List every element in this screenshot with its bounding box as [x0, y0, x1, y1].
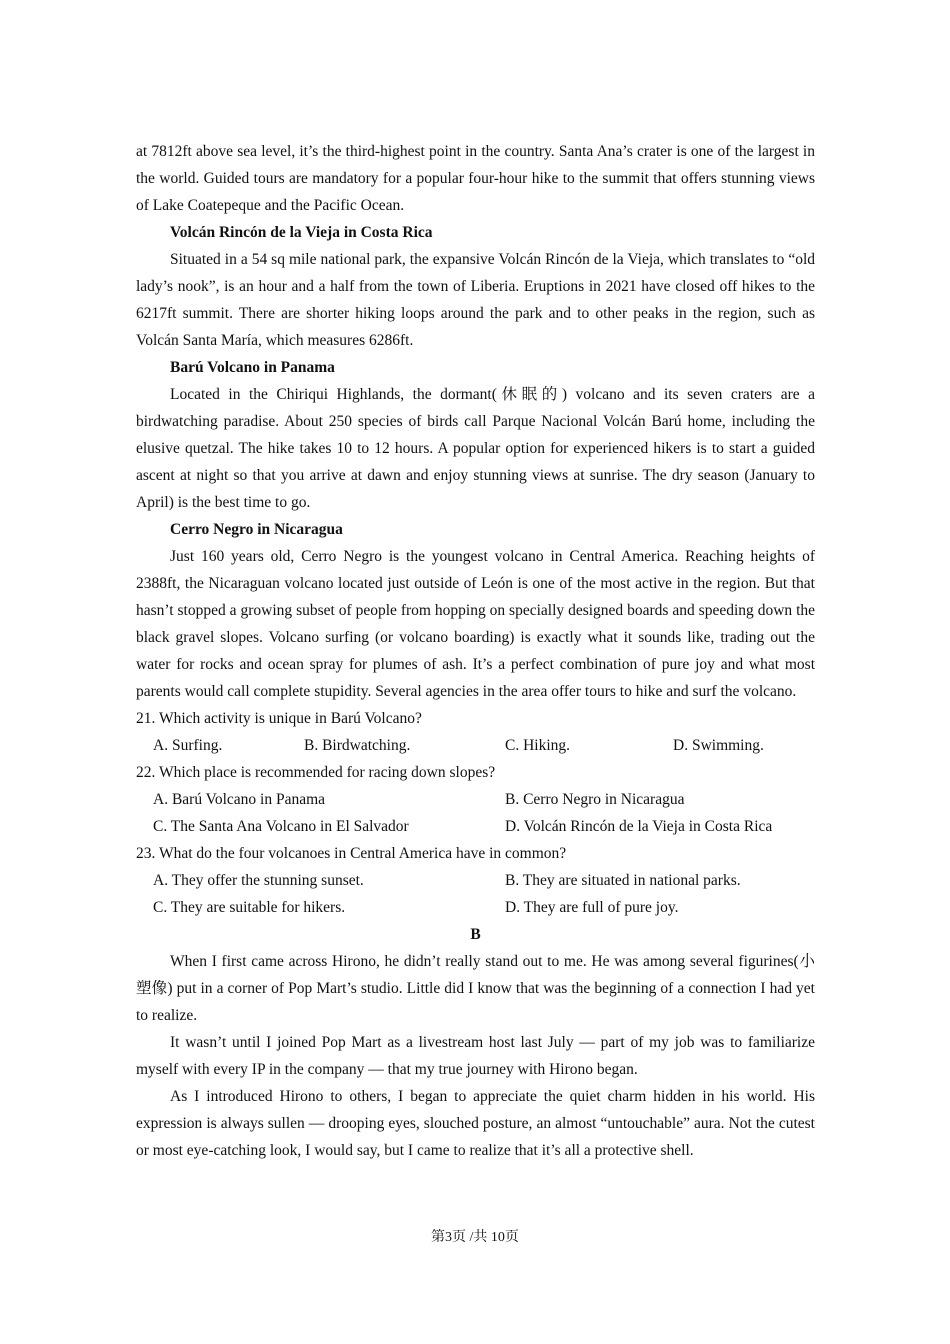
question-23-options-row-2	[136, 894, 815, 921]
section-heading-baru: Barú Volcano in Panama	[170, 359, 335, 376]
question-21-stem: 21. Which activity is unique in Barú Volcano?	[136, 710, 422, 727]
section-text-cerro-negro: Just 160 years old, Cerro Negro is the youngest volcano in Central America. Reaching heights of 2388ft, the Nicaraguan volcano located just outside of León is one of the most active in the region. But that hasn’t stopped a growing subset of people from hopping on specially designed boards and speeding down the black gravel slopes. Volcano surfing (or volcano boarding) is exactly what it sounds like, trading out the water for rocks and ocean spray for plumes of ash. It’s a perfect combination of pure joy and what most parents would call complete stupidity. Several agencies in the area offer tours to hike and surf the volcano.	[136, 548, 815, 700]
question-21-option-b: B. Birdwatching.	[304, 737, 411, 754]
section-heading-cerro-negro: Cerro Negro in Nicaragua	[170, 521, 343, 538]
question-23-option-d: D. They are full of pure joy.	[505, 899, 679, 916]
passage-b-paragraph-1: When I first came across Hirono, he didn’t really stand out to me. He was among several figurines(小塑像) put in a corner of Pop Mart’s studio. Little did I know that was the beginning of a connection I had yet to realize.	[136, 953, 815, 1024]
section-text-baru: Located in the Chiriqui Highlands, the dormant(休眠的) volcano and its seven craters are a birdwatching paradise. About 250 species of birds call Parque Nacional Volcán Barú home, including the elusive quetzal. The hike takes 10 to 12 hours. A popular option for experienced hikers is to start a guided ascent at night so that you arrive at dawn and enjoy stunning views at sunrise. The dry season (January to April) is the best time to go.	[136, 386, 815, 511]
question-22-options-row-2	[136, 813, 815, 840]
question-22-option-a: A. Barú Volcano in Panama	[153, 791, 326, 808]
passage-b-label: B	[470, 926, 481, 943]
question-21-option-c: C. Hiking.	[505, 737, 571, 754]
question-22-stem: 22. Which place is recommended for racing down slopes?	[136, 764, 496, 781]
question-22-options-row-1	[136, 786, 815, 813]
passage-b-paragraph-3: As I introduced Hirono to others, I began to appreciate the quiet charm hidden in his world. His expression is always sullen — drooping eyes, slouched posture, an almost “untouchable” aura. Not the cutest or most eye-catching look, I would say, but I came to realize that it’s all a protective shell.	[136, 1088, 815, 1159]
section-heading-rincon-de-la-vieja: Volcán Rincón de la Vieja in Costa Rica	[170, 224, 433, 241]
question-23-options-row-1	[136, 867, 815, 894]
question-21-option-a: A. Surfing.	[153, 737, 223, 754]
question-21-option-d: D. Swimming.	[673, 737, 764, 754]
section-text-rincon-de-la-vieja: Situated in a 54 sq mile national park, the expansive Volcán Rincón de la Vieja, which translates to “old lady’s nook”, is an hour and a half from the town of Liberia. Eruptions in 2021 have closed off hikes to the 6217ft summit. There are shorter hiking loops around the park and to other peaks in the region, such as Volcán Santa María, which measures 6286ft.	[136, 251, 815, 349]
question-23-option-b: B. They are situated in national parks.	[505, 872, 741, 889]
question-23-stem: 23. What do the four volcanoes in Central America have in common?	[136, 845, 567, 862]
passage-a-intro-paragraph: at 7812ft above sea level, it’s the third-highest point in the country. Santa Ana’s crater is one of the largest in the world. Guided tours are mandatory for a popular four-hour hike to the summit that offers stunning views of Lake Coatepeque and the Pacific Ocean.	[136, 143, 815, 214]
question-21-options	[136, 732, 815, 759]
question-23-option-a: A. They offer the stunning sunset.	[153, 872, 364, 889]
page-number-footer: 第3页 /共 10页	[431, 1230, 519, 1245]
exam-page-body	[136, 138, 815, 1164]
passage-b-paragraph-2: It wasn’t until I joined Pop Mart as a livestream host last July — part of my job was to familiarize myself with every IP in the company — that my true journey with Hirono began.	[136, 1034, 815, 1078]
question-23-option-c: C. They are suitable for hikers.	[153, 899, 346, 916]
question-22-option-b: B. Cerro Negro in Nicaragua	[505, 791, 685, 808]
question-22-option-d: D. Volcán Rincón de la Vieja in Costa Rica	[505, 818, 773, 835]
question-22-option-c: C. The Santa Ana Volcano in El Salvador	[153, 818, 409, 835]
